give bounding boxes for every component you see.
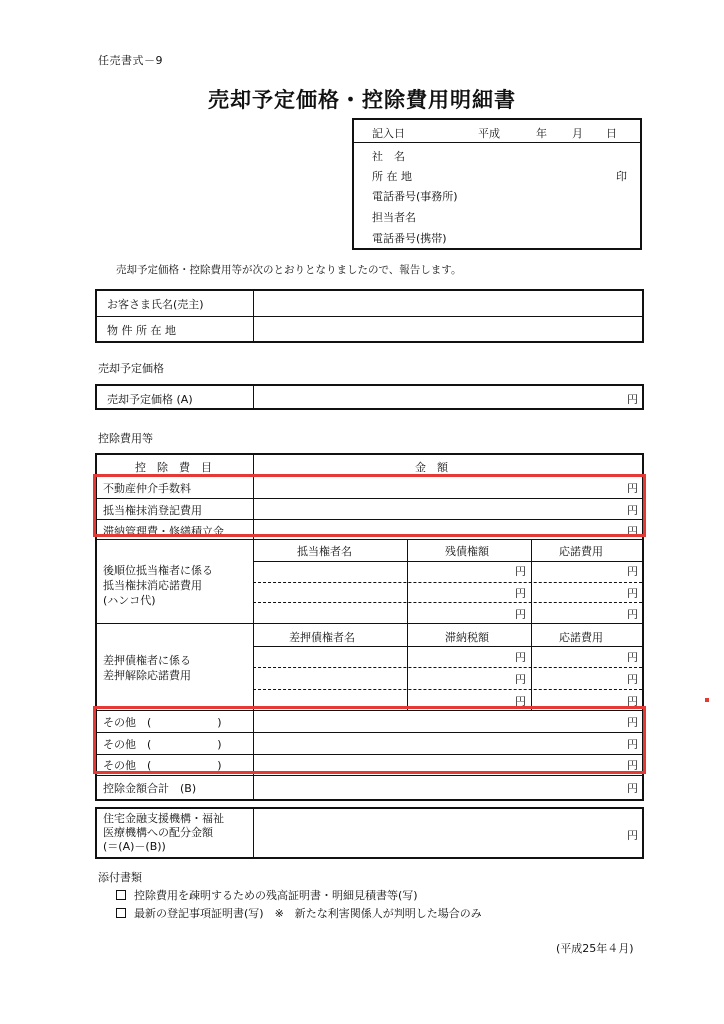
attachment-text: 控除費用を疎明するための残高証明書・明細見積書等(写) (134, 889, 418, 902)
mobile-phone-label: 電話番号(携帯) (372, 232, 447, 245)
fee-row-yen: 円 (627, 504, 638, 517)
attachment-item (116, 905, 482, 921)
customer-name-label: お客さま氏名(売主) (107, 298, 204, 311)
sale-price-yen: 円 (627, 393, 638, 406)
yen-mark: 円 (627, 587, 638, 600)
label-line: (＝(A)－(B)) (103, 840, 166, 853)
seizure-header: 差押債権者名 (289, 631, 355, 644)
label-line: (ハンコ代) (103, 594, 156, 607)
checkbox-icon[interactable] (116, 890, 126, 900)
address-label: 所 在 地 (372, 170, 412, 183)
sale-price-table (95, 384, 644, 410)
yen-mark: 円 (515, 651, 526, 664)
label-line: 差押解除応諾費用 (103, 669, 191, 682)
other-row-label: その他 ( ) (103, 738, 222, 751)
yen-mark: 円 (627, 651, 638, 664)
sale-price-heading: 売却予定価格 (98, 362, 164, 375)
yen-mark: 円 (515, 695, 526, 708)
yen-mark: 円 (515, 673, 526, 686)
yen-mark: 円 (627, 673, 638, 686)
customer-table (95, 289, 644, 343)
header-info-box (352, 118, 642, 250)
yen-mark: 円 (515, 608, 526, 621)
fee-row-yen: 円 (627, 525, 638, 538)
yen-mark: 円 (627, 782, 638, 795)
distribution-yen: 円 (627, 829, 638, 842)
seizure-header: 滞納税額 (445, 631, 489, 644)
yen-mark: 円 (515, 587, 526, 600)
col-item-header: 控 除 費 目 (135, 461, 212, 474)
person-in-charge-label: 担当者名 (372, 211, 416, 224)
attachment-text: 最新の登記事項証明書(写) ※ 新たな利害関係人が判明した場合のみ (134, 907, 482, 920)
date-month-unit: 月 (572, 127, 583, 140)
seal-mark: 印 (616, 170, 627, 183)
mortgage-header: 残債権額 (445, 545, 489, 558)
checkbox-icon[interactable] (116, 908, 126, 918)
date-day-unit: 日 (606, 127, 617, 140)
attachments-heading: 添付書類 (98, 871, 142, 884)
page-title: 売却予定価格・控除費用明細書 (208, 88, 516, 112)
fee-row-yen: 円 (627, 482, 638, 495)
label-line: 住宅金融支援機構・福祉 (103, 812, 224, 825)
highlight-box-fees (93, 474, 646, 537)
label-line: 後順位抵当権者に係る (103, 564, 213, 577)
office-phone-label: 電話番号(事務所) (372, 190, 458, 203)
fee-row-label: 抵当権抹消登記費用 (103, 504, 202, 517)
distribution-table (95, 807, 644, 859)
fee-row-label: 滞納管理費・修繕積立金 (103, 525, 224, 538)
intro-text: 売却予定価格・控除費用等が次のとおりとなりましたので、報告します。 (116, 264, 462, 276)
yen-mark: 円 (627, 608, 638, 621)
highlight-box-other (93, 706, 646, 774)
yen-mark: 円 (627, 565, 638, 578)
label-line: 差押債権者に係る (103, 654, 191, 667)
deduction-heading: 控除費用等 (98, 432, 153, 445)
property-location-label: 物 件 所 在 地 (107, 324, 176, 337)
red-dot-mark (705, 698, 709, 702)
other-row-label: その他 ( ) (103, 759, 222, 772)
yen-mark: 円 (627, 759, 638, 772)
date-year-unit: 年 (536, 127, 547, 140)
sale-price-label: 売却予定価格 (A) (107, 393, 193, 406)
form-number: 任売書式－9 (98, 54, 163, 67)
col-amount-header: 金 額 (415, 461, 448, 474)
mortgage-header: 応諾費用 (559, 545, 603, 558)
date-label: 記入日 (372, 127, 405, 140)
yen-mark: 円 (627, 738, 638, 751)
label-line: 医療機構への配分金額 (103, 826, 213, 839)
seizure-header: 応諾費用 (559, 631, 603, 644)
mortgage-block-label (103, 563, 213, 608)
yen-mark: 円 (627, 716, 638, 729)
yen-mark: 円 (515, 565, 526, 578)
distribution-label (103, 812, 224, 854)
label-line: 抵当権抹消応諾費用 (103, 579, 202, 592)
footer-date: (平成25年４月) (556, 942, 634, 955)
yen-mark: 円 (627, 695, 638, 708)
date-era: 平成 (478, 127, 500, 140)
company-label: 社 名 (372, 150, 405, 163)
fee-row-label: 不動産仲介手数料 (103, 482, 191, 495)
seizure-block-label (103, 653, 191, 683)
attachment-item (116, 887, 418, 903)
mortgage-header: 抵当権者名 (297, 545, 352, 558)
other-row-label: その他 ( ) (103, 716, 222, 729)
total-deduction-label: 控除金額合計 (B) (103, 782, 197, 795)
header-divider (354, 142, 640, 143)
